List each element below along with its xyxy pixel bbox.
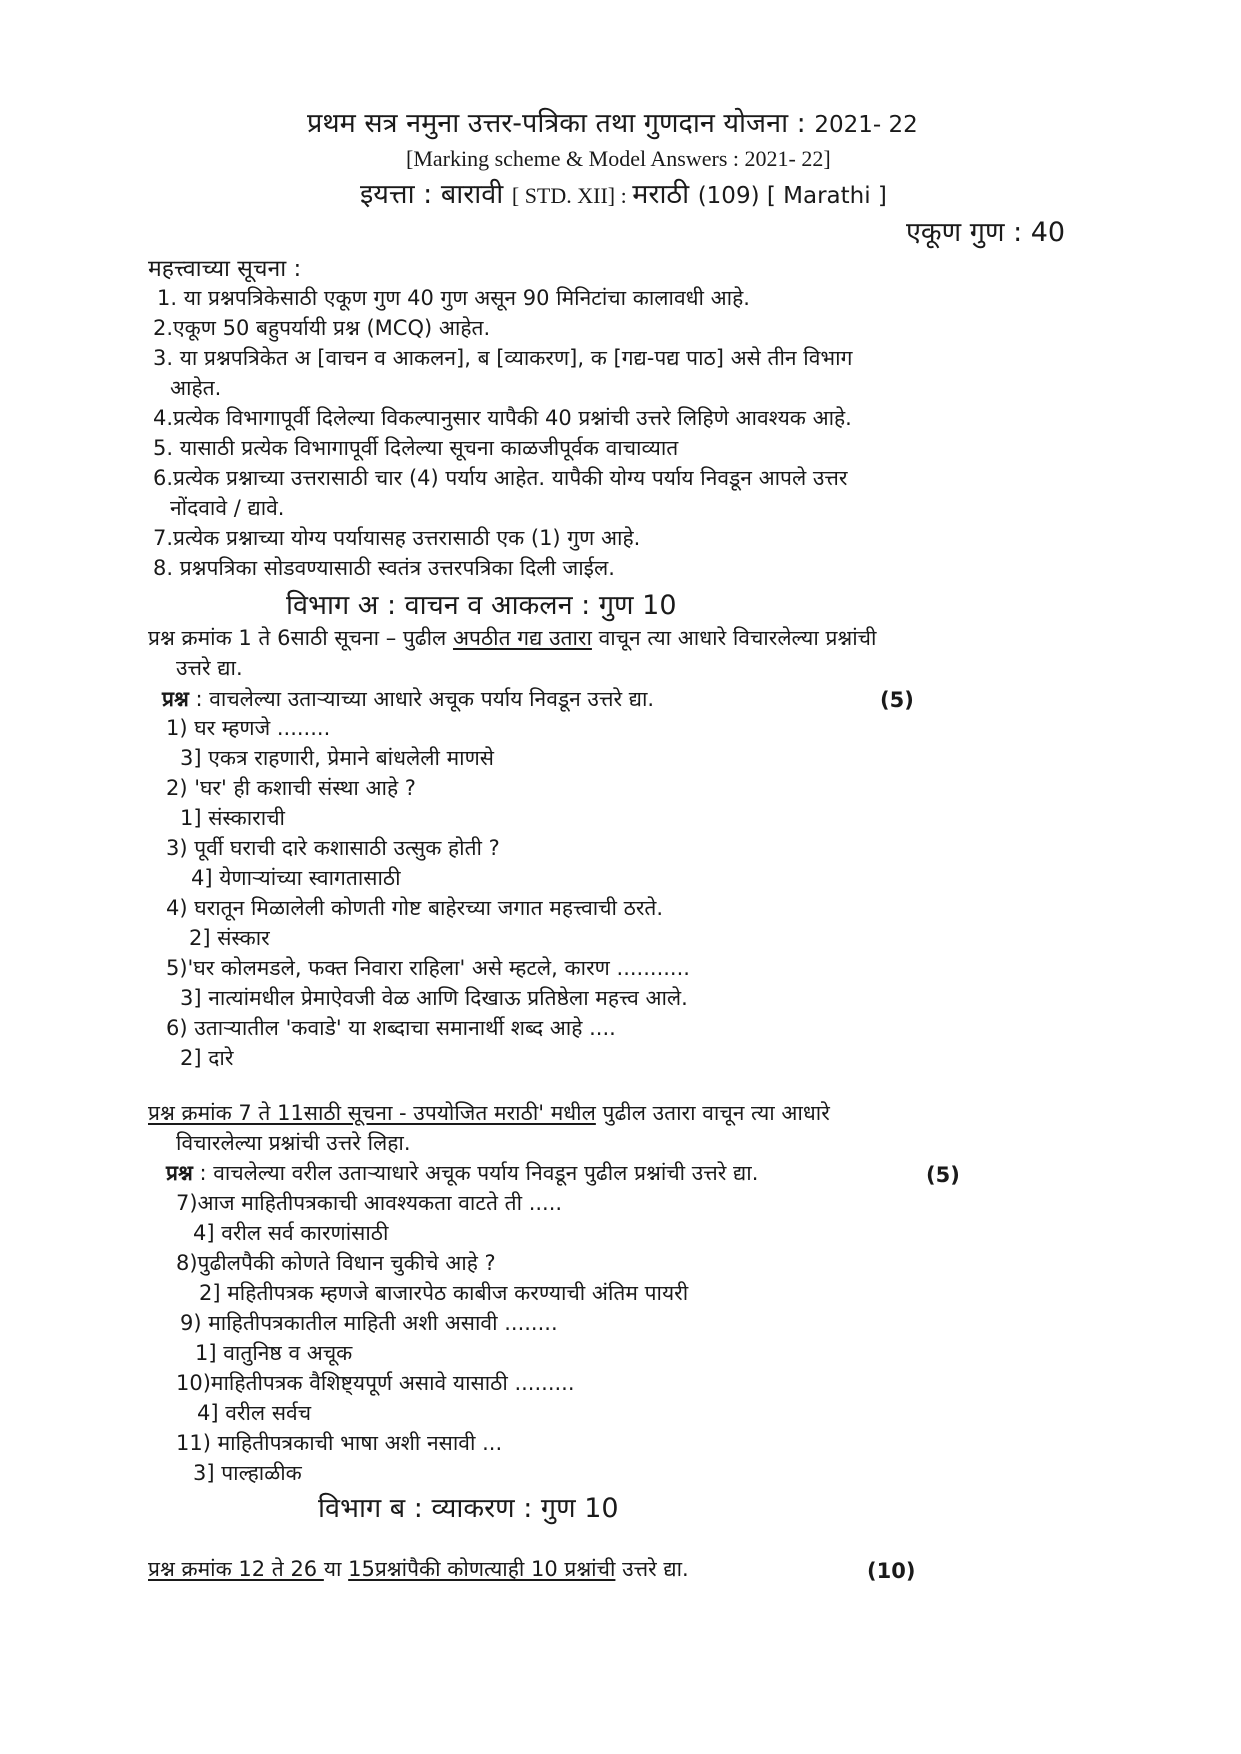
question-item: 6) उताऱ्यातील 'कवाडे' या शब्दाचा समानार्थी शब्द आहे .... — [166, 1016, 616, 1040]
title-year: 2021- 22 — [814, 112, 918, 138]
instruction-line: 1. या प्रश्नपत्रिकेसाठी एकूण गुण 40 गुण असून 90 मिनिटांचा कालावधी आहे. — [157, 286, 750, 310]
section-a-question: प्रश्न : वाचलेल्या उताऱ्याच्या आधारे अचूक पर्याय निवडून उत्तरे द्या. — [162, 687, 655, 711]
instructions-heading: महत्त्वाच्या सूचना : — [148, 256, 302, 282]
question-item: 8)पुढीलपैकी कोणते विधान चुकीचे आहे ? — [176, 1251, 496, 1275]
instruction-line: 8. प्रश्नपत्रिका सोडवण्यासाठी स्वतंत्र उत्तरपत्रिका दिली जाईल. — [153, 556, 615, 580]
subject-label: मराठी — [632, 179, 698, 210]
section-a-note: प्रश्न क्रमांक 1 ते 6साठी सूचना – पुढील अपठीत गद्य उतारा वाचून त्या आधारे विचारलेल्या प्रश्नांची — [148, 626, 877, 650]
answer-item: 4] येणाऱ्यांच्या स्वागतासाठी — [191, 866, 401, 890]
question-item: 7)आज माहितीपत्रकाची आवश्यकता वाटते ती ..... — [176, 1191, 563, 1215]
class-subject-line — [360, 181, 887, 208]
question-item: 5)'घर कोलमडले, फक्त निवारा राहिला' असे म्हटले, कारण ........... — [166, 956, 690, 980]
section-b-note: प्रश्न क्रमांक 12 ते 26 या 15प्रश्नांपैकी कोणत्याही 10 प्रश्नांची उत्तरे द्या. — [148, 1557, 689, 1581]
total-marks: एकूण गुण : 40 — [906, 217, 1066, 248]
passage-b-question: प्रश्न : वाचलेल्या वरील उताऱ्याधारे अचूक पर्याय निवडून पुढील प्रश्नांची उत्तरे द्या. — [166, 1161, 759, 1185]
question-item: 9) माहितीपत्रकातील माहिती अशी असावी ........ — [180, 1311, 558, 1335]
instruction-line: आहेत. — [170, 376, 222, 400]
section-b-marks: (10) — [867, 1559, 916, 1583]
passage-b-note: प्रश्न क्रमांक 7 ते 11साठी सूचना - उपयोजित मराठी' मधील पुढील उतारा वाचून त्या आधारे — [148, 1101, 830, 1125]
unseen-passage-label: अपठीत गद्य उतारा — [452, 626, 592, 650]
question-item: 10)माहितीपत्रक वैशिष्ट्यपूर्ण असावे यासाठी ......... — [176, 1371, 575, 1395]
answer-item: 2] महितीपत्रक म्हणजे बाजारपेठ काबीज करण्याची अंतिम पायरी — [199, 1281, 689, 1305]
question-item: 3) पूर्वी घराची दारे कशासाठी उत्सुक होती ? — [166, 836, 500, 860]
question-label: प्रश्न — [166, 1161, 193, 1185]
passage-b-marks: (5) — [926, 1163, 960, 1187]
class-label: इयत्ता : बारावी — [360, 179, 512, 210]
subject-code: (109) [ Marathi ] — [697, 183, 887, 209]
answer-item: 3] एकत्र राहणारी, प्रेमाने बांधलेली माणसे — [180, 746, 495, 770]
section-a-marks: (5) — [880, 688, 914, 712]
instruction-line: 2.एकूण 50 बहुपर्यायी प्रश्न (MCQ) आहेत. — [153, 316, 491, 340]
class-english: [ STD. XII] : — [511, 183, 633, 208]
instruction-line: 3. या प्रश्नपत्रिकेत अ [वाचन व आकलन], ब [व्याकरण], क [गद्य-पद्य पाठ] असे तीन विभाग — [153, 346, 853, 370]
instruction-line: 6.प्रत्येक प्रश्नाच्या उत्तरासाठी चार (4) पर्याय आहेत. यापैकी योग्य पर्याय निवडून आपले उत्तर — [153, 466, 848, 490]
page-title — [307, 110, 918, 137]
answer-item: 4] वरील सर्व कारणांसाठी — [193, 1221, 389, 1245]
answer-item: 3] पाल्हाळीक — [193, 1461, 302, 1485]
section-a-heading: विभाग अ : वाचन व आकलन : गुण 10 — [286, 590, 677, 621]
instruction-line: नोंदवावे / द्यावे. — [170, 496, 285, 520]
section-b-heading: विभाग ब : व्याकरण : गुण 10 — [318, 1493, 619, 1524]
passage-b-note-cont: विचारलेल्या प्रश्नांची उत्तरे लिहा. — [176, 1131, 411, 1155]
instruction-line: 4.प्रत्येक विभागापूर्वी दिलेल्या विकल्पानुसार यापैकी 40 प्रश्नांची उत्तरे लिहिणे आवश्यक आहे. — [153, 406, 852, 430]
instruction-line: 7.प्रत्येक प्रश्नाच्या योग्य पर्यायासह उत्तरासाठी एक (1) गुण आहे. — [153, 526, 641, 550]
question-item: 4) घरातून मिळालेली कोणती गोष्ट बाहेरच्या जगात महत्त्वाची ठरते. — [166, 896, 664, 920]
question-label: प्रश्न — [162, 687, 189, 711]
answer-item: 3] नात्यांमधील प्रेमाऐवजी वेळ आणि दिखाऊ प्रतिष्ठेला महत्त्व आले. — [180, 986, 688, 1010]
answer-item: 1] संस्काराची — [180, 806, 285, 830]
instruction-line: 5. यासाठी प्रत्येक विभागापूर्वी दिलेल्या सूचना काळजीपूर्वक वाचाव्यात — [153, 436, 679, 460]
question-item: 2) 'घर' ही कशाची संस्था आहे ? — [166, 776, 416, 800]
question-item: 11) माहितीपत्रकाची भाषा अशी नसावी ... — [176, 1431, 503, 1455]
section-a-note-cont: उत्तरे द्या. — [176, 656, 243, 680]
title-marathi: प्रथम सत्र नमुना उत्तर-पत्रिका तथा गुणदान योजना : — [307, 108, 815, 139]
subtitle-english: [Marking scheme & Model Answers : 2021- 22] — [406, 146, 831, 171]
question-item: 1) घर म्हणजे ........ — [166, 716, 331, 740]
answer-item: 2] संस्कार — [189, 926, 270, 950]
answer-item: 4] वरील सर्वच — [197, 1401, 312, 1425]
answer-item: 2] दारे — [180, 1046, 234, 1070]
answer-item: 1] वातुनिष्ठ व अचूक — [195, 1341, 353, 1365]
